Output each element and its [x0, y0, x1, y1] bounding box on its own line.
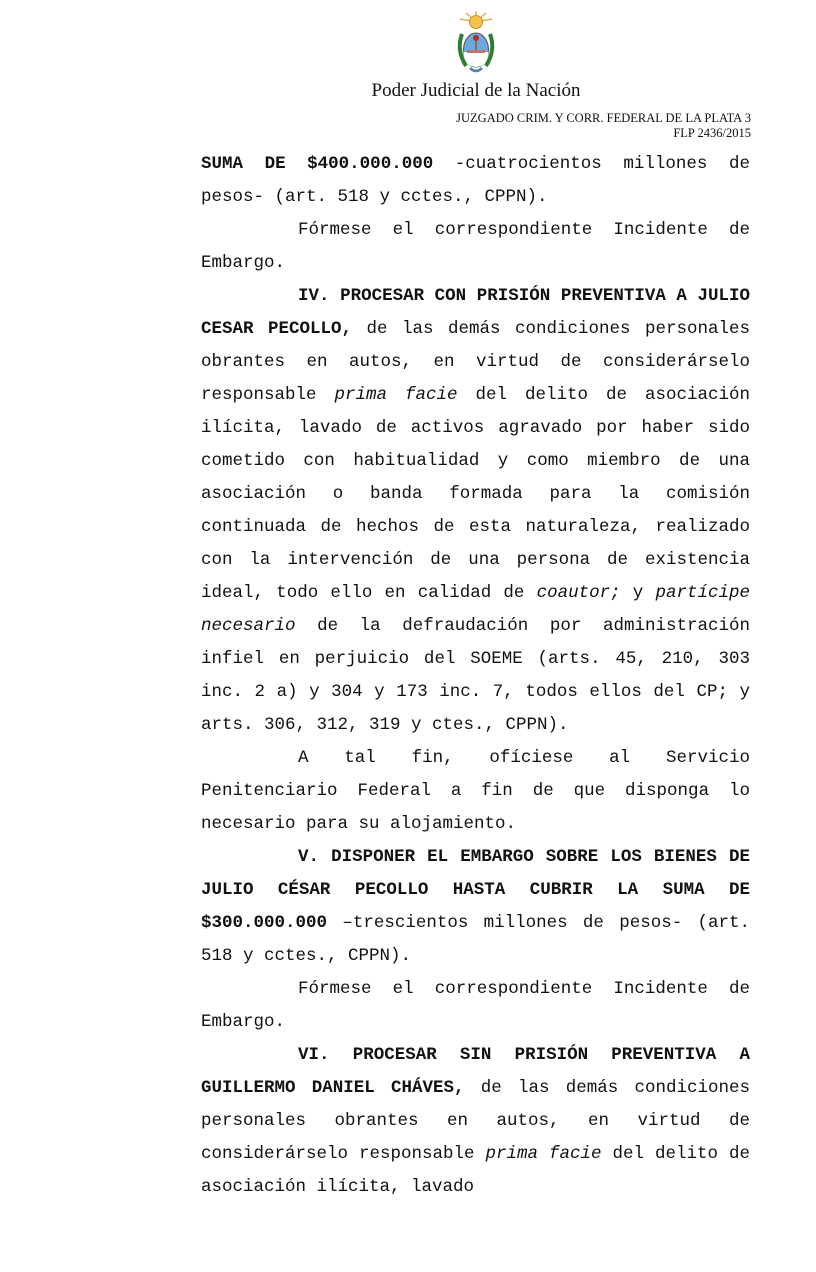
paragraph-embargo-amount: SUMA DE $400.000.000 -cuatrocientos millones de pesos- (art. 518 y cctes., CPPN).	[201, 154, 750, 207]
document-body	[201, 148, 750, 1204]
paragraph-incidente: Fórmese el correspondiente Incidente de Embargo.	[201, 220, 750, 273]
national-coat-of-arms-icon	[452, 10, 500, 76]
paragraph-oficiese: A tal fin, ofíciese al Servicio Penitenciario Federal a fin de que disponga lo necesario para su alojamiento.	[201, 748, 750, 834]
paragraph-item-vi: VI. PROCESAR SIN PRISIÓN PREVENTIVA A GUILLERMO DANIEL CHÁVES, de las demás condiciones personales obrantes en autos, en virtud de considerárselo responsable prima facie del delito de asociación ilícita, lavado	[201, 1045, 751, 1197]
file-number: FLP 2436/2015	[673, 126, 751, 140]
court-header	[456, 111, 751, 141]
paragraph-item-v: V. DISPONER EL EMBARGO SOBRE LOS BIENES DE JULIO CÉSAR PECOLLO HASTA CUBRIR LA SUMA DE $300.000.000 –trescientos millones de pesos- (art. 518 y cctes., CPPN).	[201, 847, 750, 966]
paragraph-incidente-2: Fórmese el correspondiente Incidente de Embargo.	[201, 979, 750, 1032]
court-name: JUZGADO CRIM. Y CORR. FEDERAL DE LA PLATA 3	[456, 111, 751, 125]
organization-name: Poder Judicial de la Nación	[371, 80, 581, 101]
paragraph-item-iv: IV. PROCESAR CON PRISIÓN PREVENTIVA A JULIO CESAR PECOLLO, de las demás condiciones personales obrantes en autos, en virtud de considerárselo responsable prima facie del delito de asociación ilícita, lavado de activos agravado por haber sido cometido con habitualidad y como miembro de una asociación o banda formada para la comisión continuada de hechos de esta naturaleza, realizado con la intervención de una persona de existencia ideal, todo ello en calidad de coautor; y partícipe necesario de la defraudación por administración infiel en perjuicio del SOEME (arts. 45, 210, 303 inc. 2 a) y 304 y 173 inc. 7, todos ellos del CP; y arts. 306, 312, 319 y ctes., CPPN).	[201, 286, 751, 735]
